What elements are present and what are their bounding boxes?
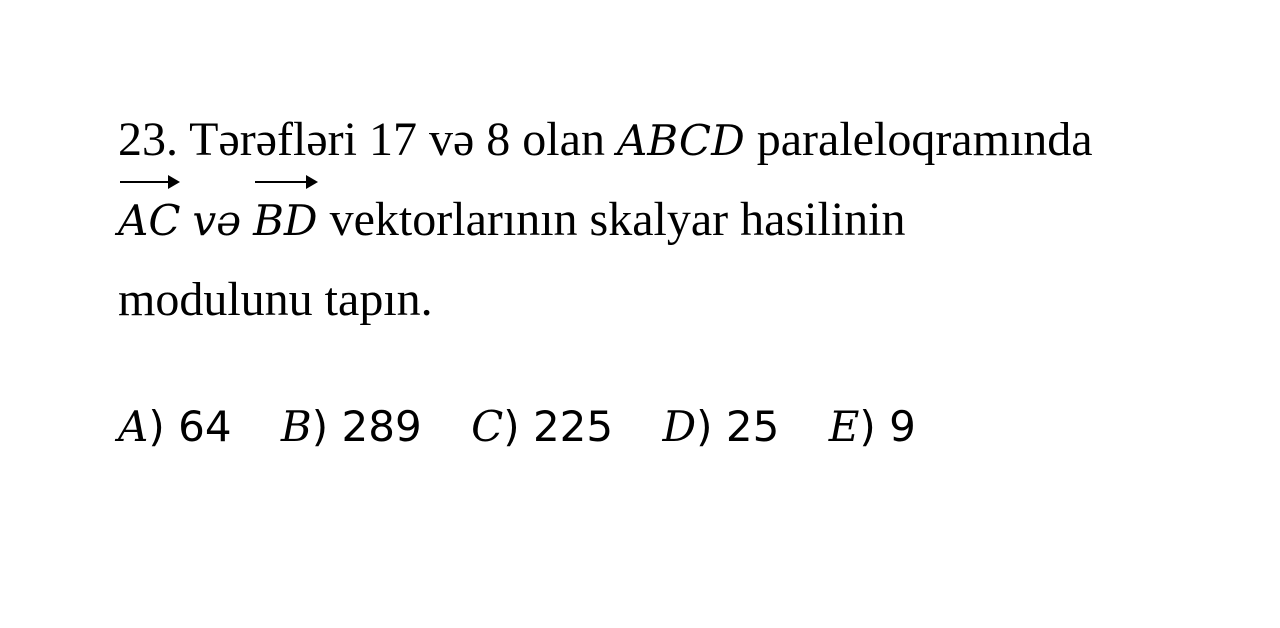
option-letter: B	[280, 402, 312, 451]
option-c	[471, 392, 613, 462]
option-value: 64	[178, 402, 232, 451]
option-value: 25	[725, 402, 780, 451]
problem-text-part-2: paraleloqramında	[756, 113, 1093, 166]
problem-line-2	[118, 180, 1258, 260]
problem-text-part-1: Tərəfləri 17 və 8 olan	[189, 113, 605, 166]
option-paren: )	[696, 402, 713, 451]
option-b	[281, 392, 422, 462]
option-paren: )	[311, 402, 329, 451]
option-letter: D	[662, 402, 697, 451]
problem-text	[118, 100, 1258, 340]
option-letter: A	[118, 402, 149, 451]
problem-line-1	[118, 100, 1258, 180]
option-d	[662, 392, 779, 462]
option-value: 9	[889, 402, 916, 451]
problem-number: 23.	[118, 113, 178, 166]
option-paren: )	[503, 402, 520, 451]
vector-bd-label: BD	[253, 196, 318, 245]
conjunction: və	[192, 196, 242, 245]
option-value: 289	[341, 402, 422, 451]
problem-text-part-4: modulunu tapın.	[118, 273, 433, 326]
vector-bd	[253, 181, 318, 261]
option-paren: )	[859, 402, 876, 451]
vector-arrow-icon	[255, 181, 316, 183]
problem-text-part-3: vektorlarının skalyar hasilinin	[329, 193, 906, 246]
parallelogram-name: ABCD	[616, 116, 745, 165]
option-letter: C	[471, 402, 504, 451]
option-a	[118, 392, 232, 462]
option-value: 225	[532, 402, 614, 451]
option-letter: E	[828, 402, 860, 451]
option-paren: )	[148, 402, 165, 451]
vector-ac	[118, 181, 180, 261]
answer-options	[118, 392, 952, 462]
problem-line-3	[118, 260, 1258, 340]
vector-arrow-icon	[120, 181, 178, 183]
vector-ac-label: AC	[118, 196, 181, 245]
option-e	[829, 392, 916, 462]
